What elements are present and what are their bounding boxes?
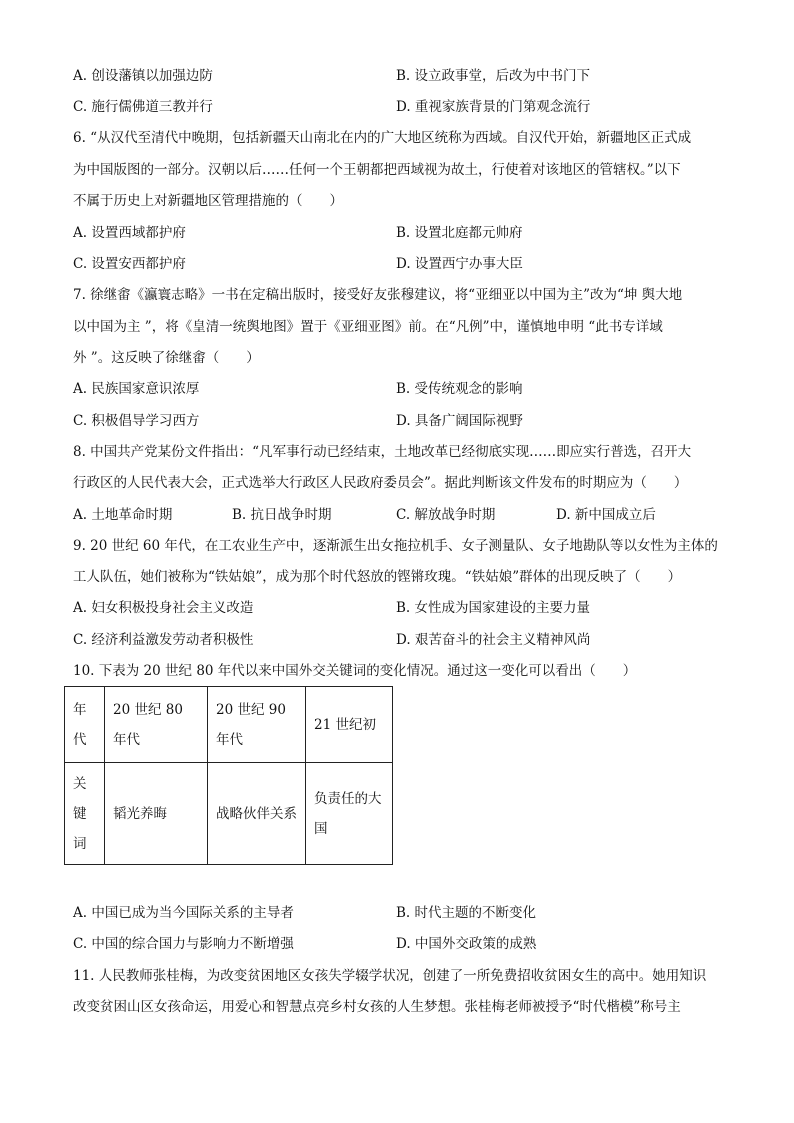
q10-option-b: B. 时代主题的不断变化	[396, 905, 537, 921]
q7-stem-line-1: 7. 徐继畬《瀛寰志略》一书在定稿出版时，接受好友张穆建议，将“亚细亚以中国为主”改为“坤 舆大地	[73, 287, 683, 303]
table-header-row	[65, 687, 393, 763]
q7-option-b: B. 受传统观念的影响	[396, 381, 523, 397]
q9-option-c: C. 经济利益激发劳动者积极性	[73, 632, 254, 648]
q11-stem-line-2: 改变贫困山区女孩命运，用爱心和智慧点亮乡村女孩的人生梦想。张桂梅老师被授予“时代楷模”称号主	[73, 999, 681, 1015]
q5-option-a: A. 创设藩镇以加强边防	[73, 68, 213, 84]
q9-option-b: B. 女性成为国家建设的主要力量	[396, 600, 591, 616]
q6-option-c: C. 设置安西都护府	[73, 256, 186, 272]
q5-option-c: C. 施行儒佛道三教并行	[73, 99, 213, 115]
q9-stem-line-1: 9. 20 世纪 60 年代，在工农业生产中，逐渐派生出女拖拉机手、女子测量队、女子地勘队等以女性为主体的	[73, 538, 718, 554]
table-cell-keyword-1980s: 韬光养晦	[105, 763, 208, 865]
q9-option-d: D. 艰苦奋斗的社会主义精神风尚	[396, 632, 591, 648]
table-row	[65, 763, 393, 865]
q10-stem: 10. 下表为 20 世纪 80 年代以来中国外交关键词的变化情况。通过这一变化可以看出（ ）	[73, 663, 637, 679]
table-cell-keyword-1990s: 战略伙伴关系	[208, 763, 306, 865]
q7-stem-line-2: 以中国为主 ”，将《皇清一统舆地图》置于《亚细亚图》前。在“凡例”中，谨慎地申明 “此书专详域	[73, 319, 663, 335]
q6-option-b: B. 设置北庭都元帅府	[396, 225, 523, 241]
q8-stem-line-1: 8. 中国共产党某份文件指出：“凡军事行动已经结束，土地改革已经彻底实现……即应实行普选，召开大	[73, 444, 692, 460]
q6-stem-line-3: 不属于历史上对新疆地区管理措施的（ ）	[73, 193, 343, 209]
q7-option-d: D. 具备广阔国际视野	[396, 413, 523, 429]
q11-stem-line-1: 11. 人民教师张桂梅，为改变贫困地区女孩失学辍学状况，创建了一所免费招收贫困女生的高中。她用知识	[73, 968, 707, 984]
table-cell-era-label: 年代	[65, 687, 105, 763]
q6-option-d: D. 设置西宁办事大臣	[396, 256, 523, 272]
table-cell-1980s: 20 世纪 80 年代	[105, 687, 208, 763]
table-cell-keyword-early-21st: 负责任的大国	[306, 763, 393, 865]
q7-option-a: A. 民族国家意识浓厚	[73, 381, 200, 397]
q7-stem-line-3: 外 ”。这反映了徐继畬（ ）	[73, 350, 260, 366]
q9-option-a: A. 妇女积极投身社会主义改造	[73, 600, 254, 616]
q7-option-c: C. 积极倡导学习西方	[73, 413, 200, 429]
q10-option-d: D. 中国外交政策的成熟	[396, 936, 537, 952]
q10-option-c: C. 中国的综合国力与影响力不断增强	[73, 936, 294, 952]
q5-option-b: B. 设立政事堂，后改为中书门下	[396, 68, 591, 84]
table-cell-early-21st: 21 世纪初	[306, 687, 393, 763]
table-cell-keyword-label: 关键词	[65, 763, 105, 865]
q8-option-a: A. 土地革命时期	[73, 507, 173, 523]
q8-stem-line-2: 行政区的人民代表大会，正式选举大行政区人民政府委员会”。据此判断该文件发布的时期应为（ ）	[73, 475, 688, 491]
q8-option-b: B. 抗日战争时期	[232, 507, 332, 523]
q6-stem-line-2: 为中国版图的一部分。汉朝以后……任何一个王朝都把西域视为故土，行使着对该地区的管辖权。”以下	[73, 162, 681, 178]
q9-stem-line-2: 工人队伍，她们被称为“铁姑娘”，成为那个时代怒放的铿锵玫瑰。“铁姑娘”群体的出现反映了（ ）	[73, 569, 682, 585]
q10-option-a: A. 中国已成为当今国际关系的主导者	[73, 905, 294, 921]
diplomacy-keyword-table	[64, 686, 393, 865]
table-cell-1990s: 20 世纪 90 年代	[208, 687, 306, 763]
q8-option-d: D. 新中国成立后	[556, 507, 656, 523]
q8-option-c: C. 解放战争时期	[396, 507, 496, 523]
q6-option-a: A. 设置西域都护府	[73, 225, 186, 241]
q6-stem-line-1: 6. “从汉代至清代中晚期，包括新疆天山南北在内的广大地区统称为西域。自汉代开始，新疆地区正式成	[73, 130, 692, 146]
q5-option-d: D. 重视家族背景的门第观念流行	[396, 99, 591, 115]
